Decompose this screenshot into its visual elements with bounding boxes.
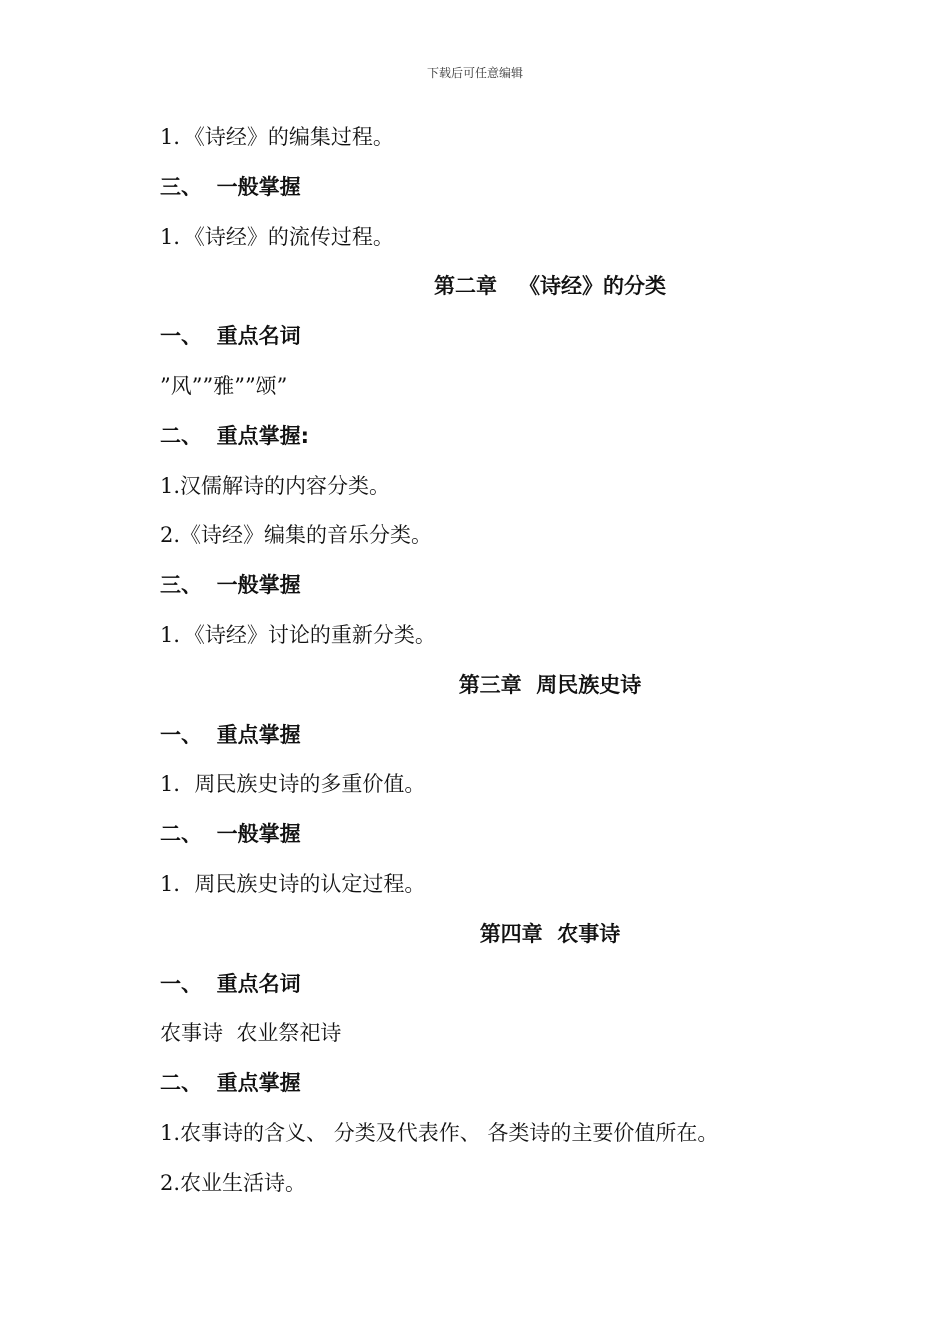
- list-item: 1.农事诗的含义、 分类及代表作、 各类诗的主要价值所在。: [160, 1120, 719, 1145]
- list-item: 2.农业生活诗。: [160, 1170, 307, 1195]
- section-heading: 二、 一般掌握: [160, 822, 301, 847]
- term-list: 农事诗 农业祭祀诗: [160, 1021, 342, 1046]
- list-item: 1.汉儒解诗的内容分类。: [160, 473, 391, 498]
- term-list: ”风””雅””颂”: [160, 373, 288, 398]
- document-body: [160, 118, 860, 1214]
- list-item: 2.《诗经》编集的音乐分类。: [160, 523, 433, 548]
- section-heading: 二、 重点掌握: [160, 1071, 301, 1096]
- section-heading: 一、 重点名词: [160, 324, 301, 349]
- list-item: 1．《诗经》的流传过程。: [160, 224, 394, 249]
- list-item: 1．周民族史诗的多重价值。: [160, 772, 426, 797]
- section-heading: 一、 重点掌握: [160, 722, 301, 747]
- section-heading: 一、 重点名词: [160, 971, 301, 996]
- section-heading: 二、 重点掌握:: [160, 423, 310, 448]
- section-heading: 三、 一般掌握: [160, 573, 301, 598]
- section-heading: 三、 一般掌握: [160, 174, 301, 199]
- chapter-title: 第四章 农事诗: [479, 921, 621, 946]
- chapter-title: 第三章 周民族史诗: [458, 672, 642, 697]
- list-item: 1．周民族史诗的认定过程。: [160, 871, 426, 896]
- page-header: 下载后可任意编辑: [426, 66, 523, 80]
- list-item: 1．《诗经》的编集过程。: [160, 125, 394, 149]
- chapter-title: 第二章 《诗经》的分类: [434, 274, 666, 299]
- list-item: 1．《诗经》讨论的重新分类。: [160, 622, 436, 647]
